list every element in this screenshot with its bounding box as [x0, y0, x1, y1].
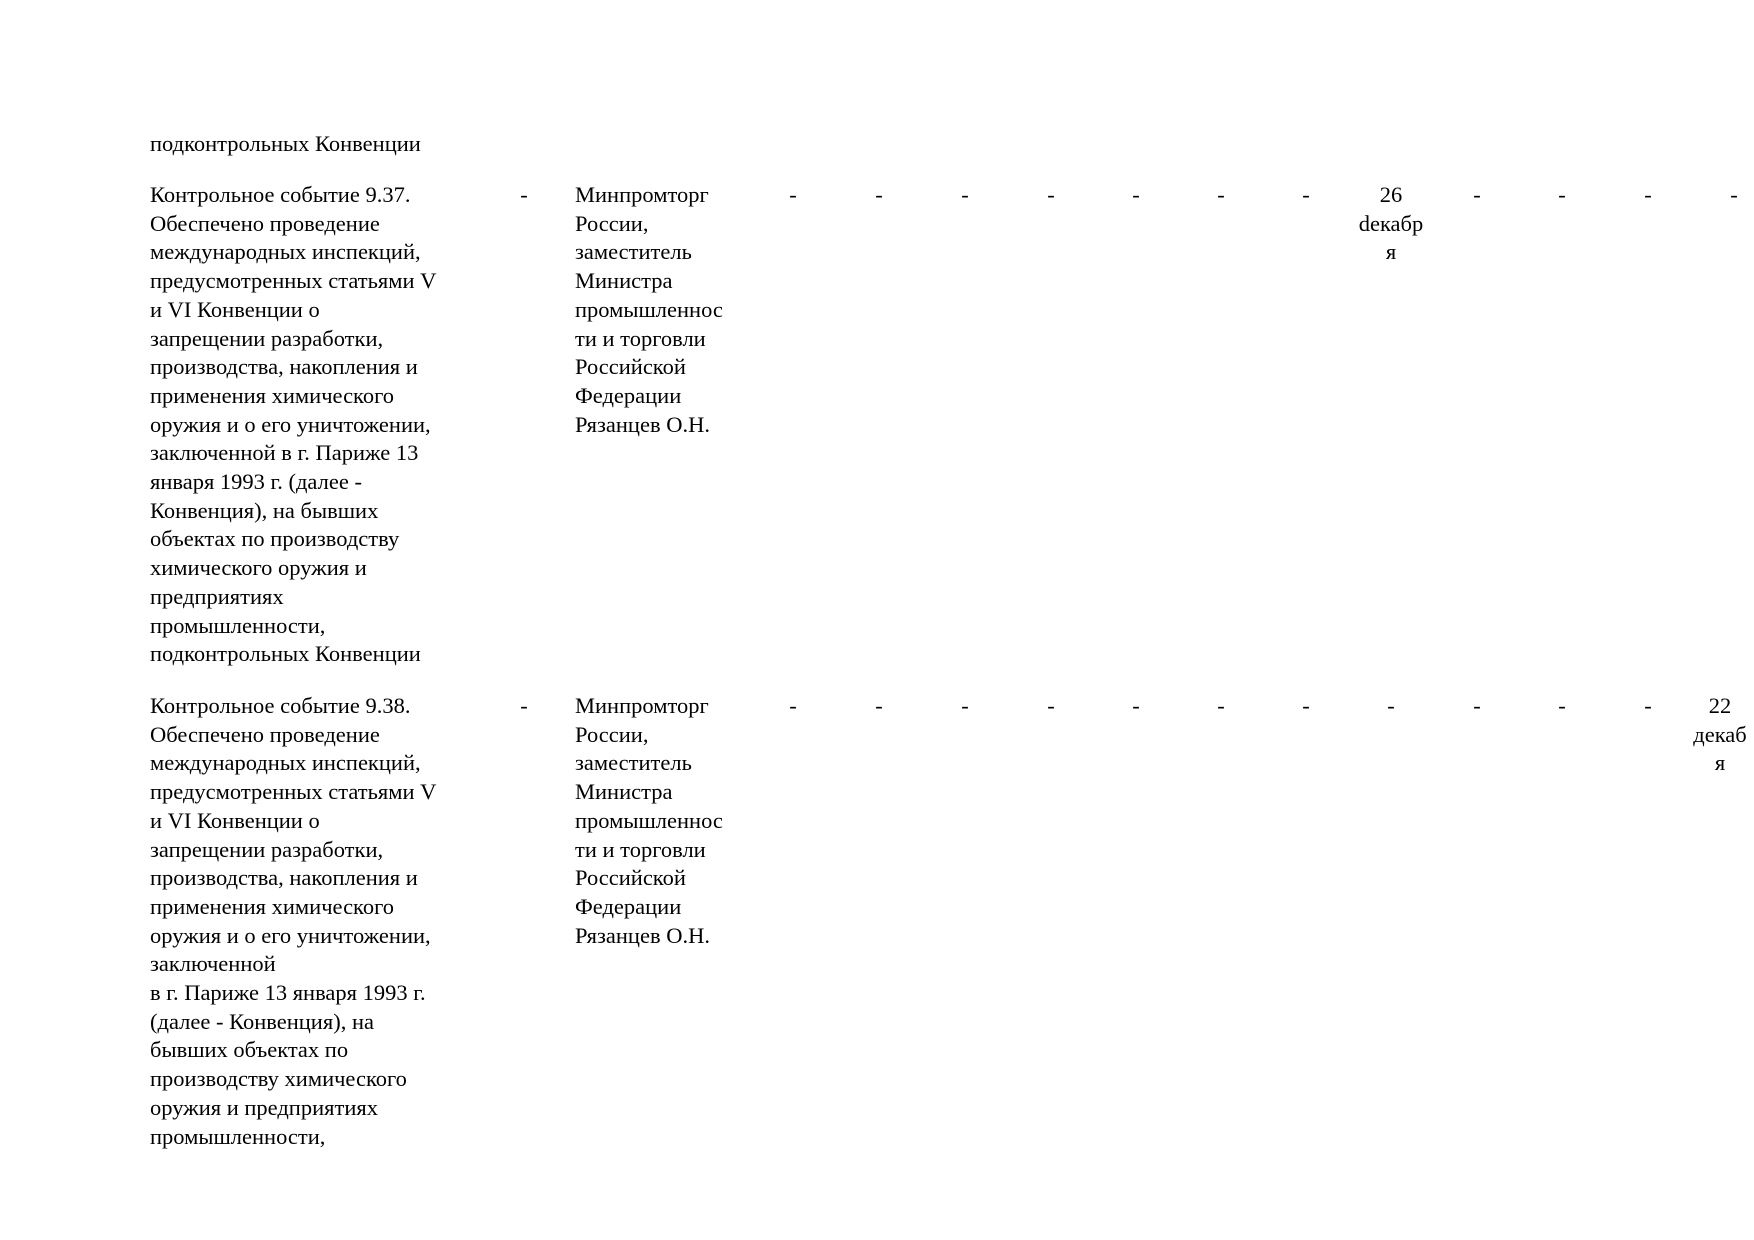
month-10-9-38: - — [1558, 693, 1566, 718]
month-8-9-38: - — [1387, 693, 1395, 718]
event-text-9-37: Контрольное событие 9.37. Обеспечено проведение международных инспекций, предусмотренных статьями V и VI Конвенции о запрещении разработки, производства, накопления и применения химического оружия и о его уничтожении, заключенной в г. Париже 13 января 1993 г. (далее - Конвенция), на бывших объектах по производству химического оружия и предприятиях промышленности, подконтрольных Конвенции — [150, 182, 437, 667]
month-1-9-37: - — [789, 182, 797, 207]
responsible-9-37: Минпромторг России, заместитель Министра промышленнос ти и торговли Российской Федерации Рязанцев О.Н. — [575, 182, 723, 437]
month-11-9-37: - — [1644, 182, 1652, 207]
month-4-9-38: - — [1047, 693, 1055, 718]
month-12-9-38-date: 22 декаб я — [1693, 693, 1747, 776]
month-2-9-38: - — [875, 693, 883, 718]
month-7-9-38: - — [1302, 693, 1310, 718]
responsible-9-38: Минпромторг России, заместитель Министра промышленнос ти и торговли Российской Федерации Рязанцев О.Н. — [575, 693, 723, 948]
month-4-9-37: - — [1047, 182, 1055, 207]
month-10-9-37: - — [1558, 182, 1566, 207]
month-9-9-37: - — [1473, 182, 1481, 207]
month-6-9-37: - — [1217, 182, 1225, 207]
month-9-9-38: - — [1473, 693, 1481, 718]
event-text-9-38: Контрольное событие 9.38. Обеспечено проведение международных инспекций, предусмотренных статьями V и VI Конвенции о запрещении разработки, производства, накопления и применения химического оружия и о его уничтожении, заключенной в г. Париже 13 января 1993 г. (далее - Конвенция), на бывших объектах по производству химического оружия и предприятиях промышленности, — [150, 693, 437, 1149]
month-6-9-38: - — [1217, 693, 1225, 718]
month-2-9-37: - — [875, 182, 883, 207]
month-3-9-38: - — [961, 693, 969, 718]
month-5-9-37: - — [1132, 182, 1140, 207]
marker-9-38: - — [520, 693, 528, 718]
month-3-9-37: - — [961, 182, 969, 207]
month-11-9-38: - — [1644, 693, 1652, 718]
marker-9-37: - — [520, 182, 528, 207]
carry-over-text: подконтрольных Конвенции — [150, 131, 421, 156]
month-8-9-37-date: 26 dекабр я — [1358, 182, 1424, 265]
month-12-9-37: - — [1730, 182, 1738, 207]
month-1-9-38: - — [789, 693, 797, 718]
month-5-9-38: - — [1132, 693, 1140, 718]
month-7-9-37: - — [1302, 182, 1310, 207]
